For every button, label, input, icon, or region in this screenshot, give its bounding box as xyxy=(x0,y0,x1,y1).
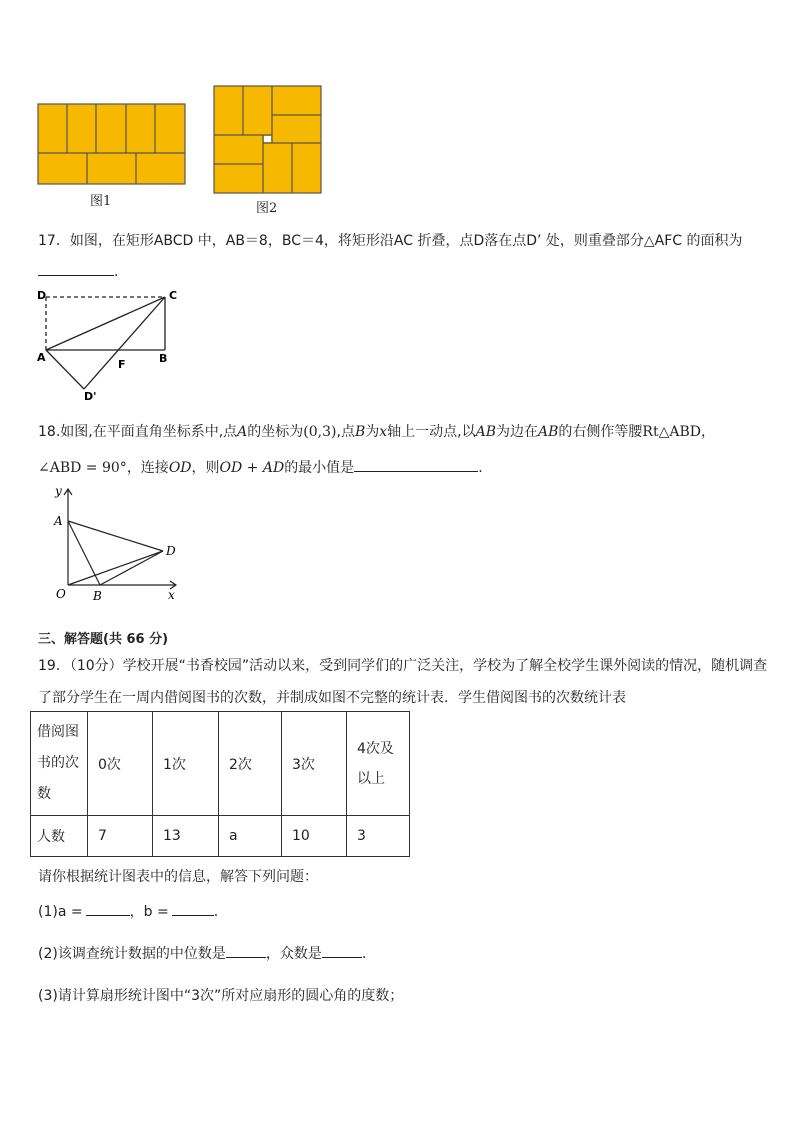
figure-2-rectangles xyxy=(213,85,323,195)
table-header-label xyxy=(31,712,88,816)
q19-blank-mode xyxy=(322,943,362,958)
q18-text-1c: ,点 xyxy=(336,424,355,440)
q18-x-var: x xyxy=(379,424,388,440)
q19-part-3 xyxy=(38,985,403,1005)
q18-coordinate-diagram xyxy=(48,481,188,605)
table-cell-4: 3 xyxy=(347,816,410,857)
section-3-title: 三、解答题(共 66 分) xyxy=(38,632,169,647)
q19-part-1-end: . xyxy=(213,904,219,920)
table-row-header xyxy=(31,712,410,816)
q19-part-1-number: (1) xyxy=(38,904,58,920)
q19-blank-median xyxy=(226,943,266,958)
q18-label-A: A xyxy=(54,514,63,528)
q17-answer-line xyxy=(38,261,118,280)
q18-segment-OD: OD xyxy=(168,460,192,476)
table-row-label: 人数 xyxy=(31,816,88,857)
table-cell-0: 7 xyxy=(88,816,153,857)
table-header-0: 0次 xyxy=(88,712,153,816)
q18-text-2d: 的最小值是 xyxy=(284,460,355,476)
borrowing-stats-table xyxy=(30,711,410,857)
q18-line-1 xyxy=(38,421,715,441)
q19-part-2-end: . xyxy=(361,946,367,962)
q19-part-1 xyxy=(38,901,218,921)
figure-2-caption: 图2 xyxy=(256,201,278,216)
q17-label-C: C xyxy=(169,289,178,302)
header-4plus-line-2: 以上 xyxy=(357,770,385,787)
q17-text: 17．如图，在矩形ABCD 中，AB＝8，BC＝4，将矩形沿AC 折叠，点D落在点D’ 处，则重叠部分△AFC 的面积为 xyxy=(38,233,743,249)
q18-text-1e: 轴上一动点,以 xyxy=(387,424,476,440)
q18-text-1d: 为 xyxy=(365,424,380,440)
q17-label-F: F xyxy=(118,358,126,371)
q18-label-x: x xyxy=(168,588,175,602)
q18-text-1b: 的坐标为 xyxy=(247,424,304,440)
q18-text-1h: ， xyxy=(700,424,715,440)
table-cell-1: 13 xyxy=(153,816,219,857)
q17-label-D: D xyxy=(37,289,47,302)
table-header-3: 3次 xyxy=(282,712,347,816)
q19-part-2 xyxy=(38,943,366,963)
q18-text-1a: 18.如图,在平面直角坐标系中,点 xyxy=(38,424,238,440)
q18-label-O: O xyxy=(56,587,66,601)
table-cell-3: 10 xyxy=(282,816,347,857)
q17-diagram xyxy=(34,286,194,402)
q18-text-1f: 为边在 xyxy=(496,424,539,440)
header-label-line-1: 借阅图 xyxy=(37,724,79,740)
q17-label-B: B xyxy=(159,352,168,365)
q19-prompt: 请你根据统计图表中的信息，解答下列问题： xyxy=(38,869,318,885)
q19-part-2-number: (2) xyxy=(38,946,58,962)
table-header-4plus xyxy=(347,712,410,816)
q18-answer-blank xyxy=(354,457,478,472)
table-header-2: 2次 xyxy=(219,712,282,816)
q18-segment-AB: AB xyxy=(475,424,497,440)
q18-line-2 xyxy=(38,457,483,477)
figure-1-rectangles xyxy=(37,103,187,186)
q19-part-3-number: (3) xyxy=(38,988,58,1004)
q18-text-2c: ，则 xyxy=(191,460,220,476)
q18-angle: ∠ABD = 90° xyxy=(38,460,127,476)
header-label-line-3: 数 xyxy=(37,786,51,802)
q17-label-D-prime: D' xyxy=(84,390,97,402)
q18-label-D: D xyxy=(166,544,176,558)
q18-segment-AB-2: AB xyxy=(538,424,559,440)
q17-answer-blank xyxy=(38,261,114,276)
q18-point-A: A xyxy=(237,424,248,440)
q19-part-1-a: a = xyxy=(57,904,83,920)
q19-part-2-b: ，众数是 xyxy=(265,946,322,962)
q18-expression: OD + AD xyxy=(219,460,285,476)
table-header-1: 1次 xyxy=(153,712,219,816)
q18-label-B: B xyxy=(93,589,102,603)
header-4plus-line-1: 4次及 xyxy=(357,740,394,757)
q18-label-y: y xyxy=(55,484,62,498)
header-label-line-2: 书的次 xyxy=(37,755,79,771)
q19-blank-a xyxy=(86,901,130,916)
table-cell-2: a xyxy=(219,816,282,857)
table-row-count xyxy=(31,816,410,857)
q19-part-2-a: 该调查统计数据的中位数是 xyxy=(57,946,226,962)
q19-blank-b xyxy=(172,901,214,916)
q18-text-2b: ，连接 xyxy=(126,460,169,476)
q19-part-1-b: ，b = xyxy=(129,904,169,920)
figure-1-caption: 图1 xyxy=(90,194,112,209)
q18-point-B: B xyxy=(354,424,366,440)
q19-part-3-text: 请计算扇形统计图中“3次”所对应扇形的圆心角的度数； xyxy=(57,988,404,1004)
q19-line-1: 19．（10分）学校开展“书香校园”活动以来，受到同学们的广泛关注，学校为了解全校学生课外阅读的情况，随机调查 xyxy=(38,658,768,674)
q18-text-1g: 的右侧作等腰 xyxy=(558,424,643,440)
q18-coordinate: (0,3) xyxy=(303,424,337,440)
q19-line-2: 了部分学生在一周内借阅图书的次数，并制成如图不完整的统计表．学生借阅图书的次数统计表 xyxy=(38,690,626,706)
q17-label-A: A xyxy=(37,351,46,364)
q17-period: . xyxy=(114,264,119,280)
q18-triangle: Rt△ABD xyxy=(642,424,701,440)
q18-period: . xyxy=(478,460,483,476)
